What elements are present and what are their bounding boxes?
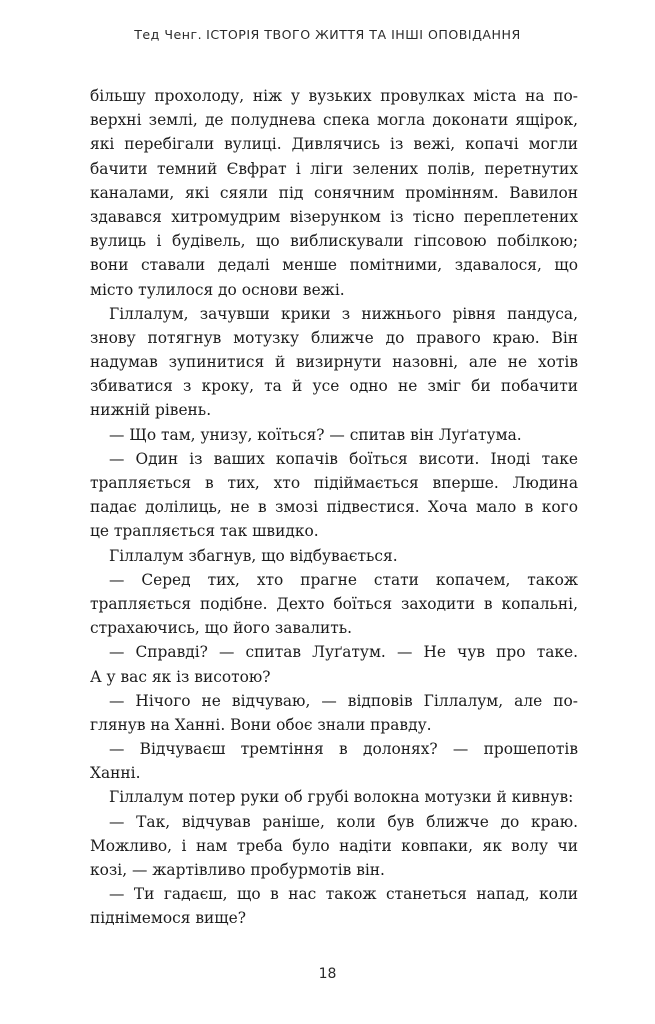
paragraph [90, 689, 578, 737]
paragraph [90, 423, 578, 447]
text-line: — Серед тих, хто прагне стати копачем, також [109, 570, 578, 589]
text-line: бачити темний Євфрат і ліги зелених полів, перетнутих [90, 159, 578, 178]
text-line: — Справді? — спитав Луґатум. — Не чув про таке. [109, 643, 578, 662]
text-line: — Один із ваших копачів боїться висоти. Іноді таке [109, 449, 578, 468]
text-line: піднімемося вище? [90, 909, 246, 928]
paragraph [90, 737, 578, 785]
text-line: які перебігали вулиці. Дивлячись із вежі, копачі могли [90, 135, 578, 154]
text-line: А у вас як із висотою? [90, 667, 271, 686]
text-line: трапляється подібне. Дехто боїться заходити в копальні, [90, 594, 578, 613]
text-line: Гіллалум, зачувши крики з нижнього рівня пандуса, [109, 304, 578, 323]
text-line: Гіллалум потер руки об грубі волокна мотузки й кивнув: [109, 788, 574, 807]
text-line: — Що там, унизу, коїться? — спитав він Луґатума. [109, 425, 522, 444]
header-author: Тед Ченг. [134, 27, 203, 42]
text-line: Можливо, і нам треба було надіти ковпаки, як волу чи [90, 836, 578, 855]
text-line: нижній рівень. [90, 401, 212, 420]
text-line: — Ти гадаєш, що в нас також станеться напад, коли [109, 885, 578, 904]
paragraph [90, 882, 578, 930]
text-line: глянув на Ханні. Вони обоє знали правду. [90, 715, 432, 734]
text-line: Гіллалум збагнув, що відбувається. [109, 546, 398, 565]
page-number: 18 [318, 966, 337, 982]
paragraph [90, 447, 578, 544]
text-line: трапляється в тих, хто підіймається вперше. Людина [90, 474, 578, 492]
paragraph [90, 302, 578, 423]
text-line: це трапляється так швидко. [90, 522, 319, 541]
text-line: вулиць і будівель, що виблискували гіпсовою побілкою; [90, 232, 578, 251]
text-line: каналами, які сяяли під сонячним промінням. Вавилон [90, 183, 578, 202]
paragraph [90, 785, 578, 809]
text-line: знову потягнув мотузку ближче до правого краю. Він [90, 328, 578, 347]
text-line: страхаючись, що його завалить. [90, 619, 353, 638]
text-line: надумав зупинитися й визирнути назовні, але не хотів [90, 353, 578, 372]
text-line: падає долілиць, не в змозі підвестися. Хоча мало в кого [90, 498, 578, 517]
text-line: Ханні. [90, 764, 141, 783]
paragraph [90, 640, 578, 688]
body-text [90, 84, 578, 931]
text-line: козі, — жартівливо пробурмотів він. [90, 861, 385, 879]
text-line: більшу прохолоду, ніж у вузьких провулках міста на по- [90, 87, 578, 105]
text-line: вони ставали дедалі менше помітними, здавалося, що [90, 256, 578, 275]
text-line: — Відчуваєш тремтіння в долонях? — прошепотів [109, 740, 578, 759]
paragraph [90, 810, 578, 883]
text-line: верхні землі, де полуднева спека могла доконати ящірок, [90, 111, 578, 130]
text-line: — Так, відчував раніше, коли був ближче до краю. [109, 812, 578, 831]
text-line: — Нічого не відчуваю, — відповів Гіллалум, але по- [109, 691, 578, 710]
text-line: здавався хитромудрим візерунком із тісно переплетених [90, 207, 578, 226]
text-line: місто тулилося до основи вежі. [90, 280, 345, 299]
running-header [0, 26, 655, 44]
text-line: збиватися з кроку, та й усе одно не зміг би побачити [90, 377, 578, 396]
paragraph [90, 544, 578, 568]
paragraph [90, 84, 578, 302]
header-book-title: ІСТОРІЯ ТВОГО ЖИТТЯ ТА ІНШІ ОПОВІДАННЯ [206, 27, 521, 42]
paragraph [90, 568, 578, 641]
